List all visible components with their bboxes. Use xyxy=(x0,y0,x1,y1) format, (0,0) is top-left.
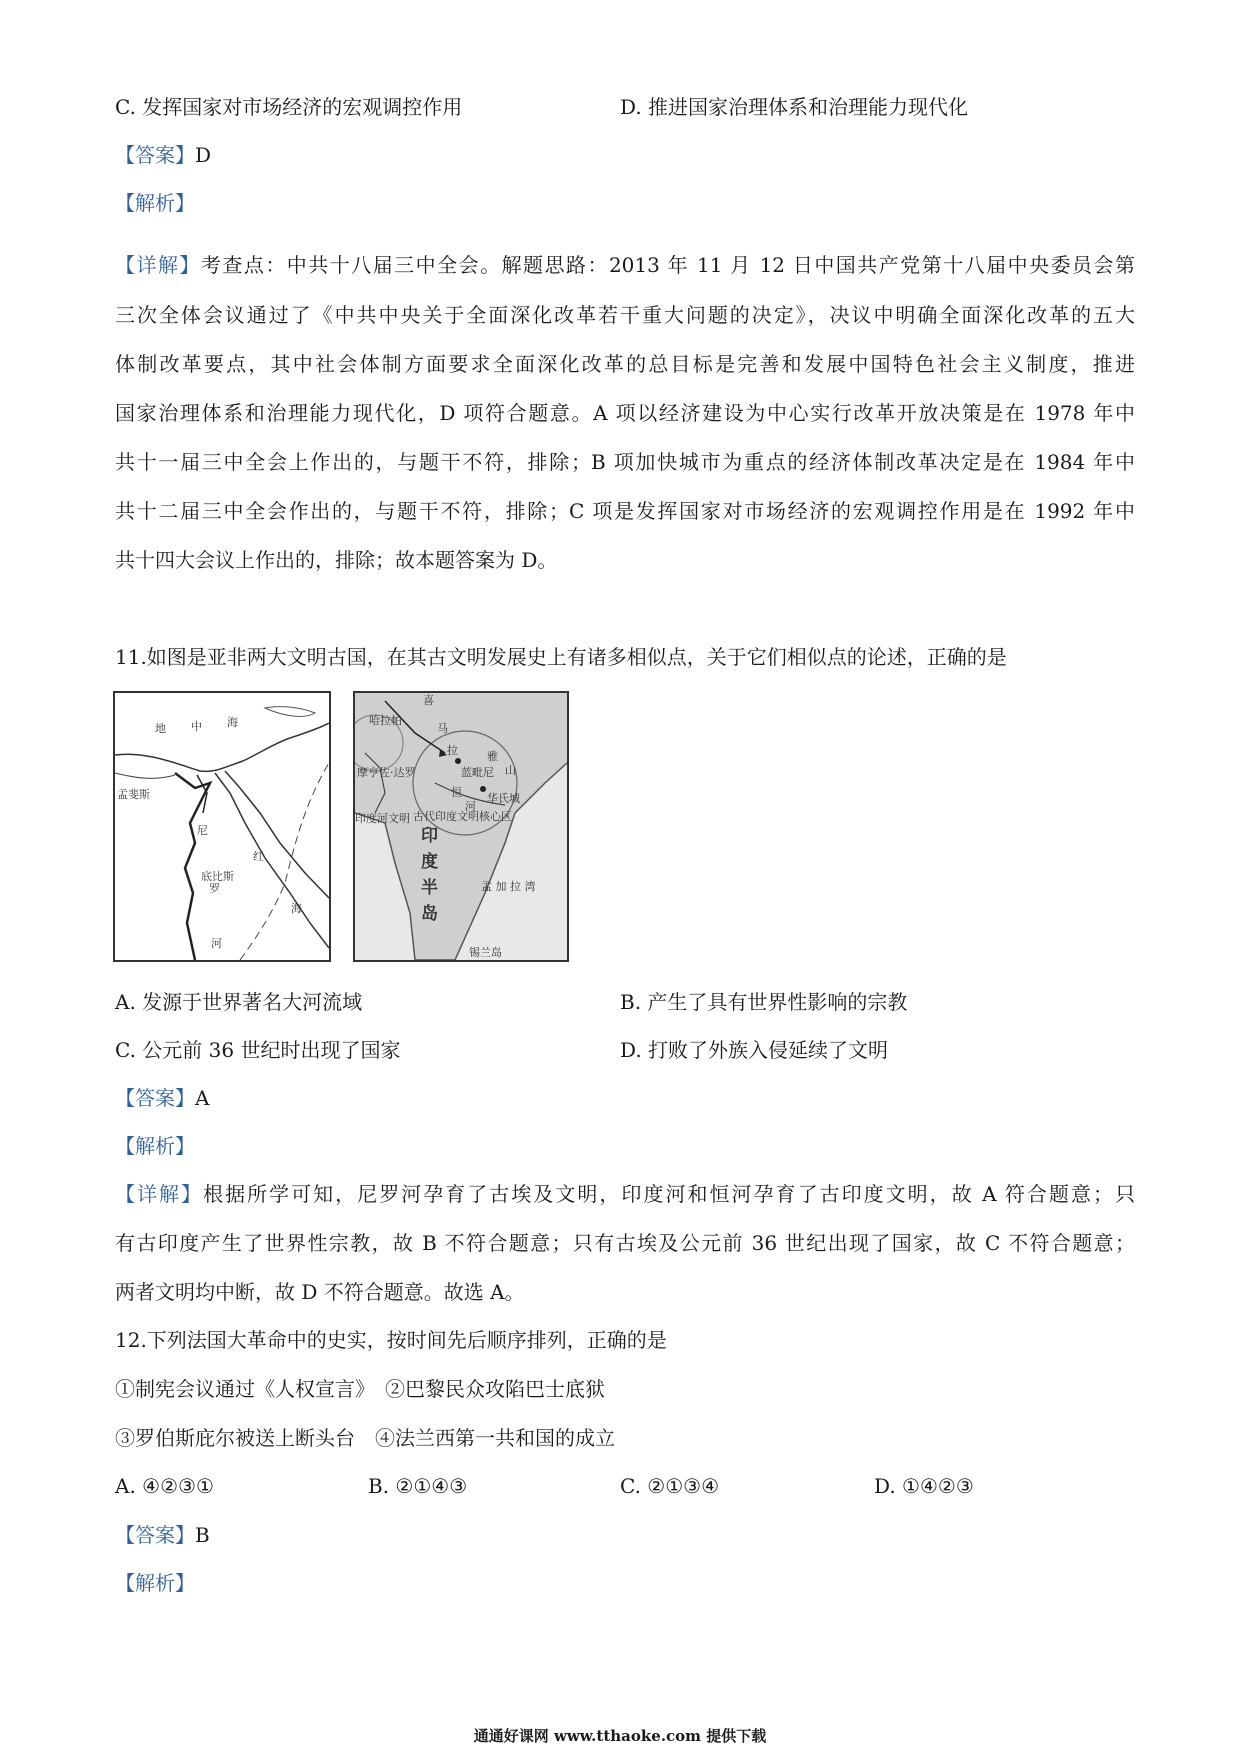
q11-detail-line-3: 两者文明均中断，故 D 不符合题意。故选 A。 xyxy=(115,1280,525,1304)
india-label-ceylon: 锡兰岛 xyxy=(469,946,502,959)
q11-analysis-label: 【解析】 xyxy=(115,1134,195,1158)
q10-detail-line-1: 【详解】考查点：中共十八届三中全会。解题思路：2013 年 11 月 12 日中国共产党第十八届中央委员会第 xyxy=(115,253,1135,277)
india-label-la: 拉 xyxy=(447,744,458,757)
egypt-label-memphis: 孟斐斯 xyxy=(117,788,150,801)
q10-detail-line-3: 体制改革要点，其中社会体制方面要求全面深化改革的总目标是完善和发展中国特色社会主义制度，推进 xyxy=(115,352,1135,376)
egypt-label-he: 河 xyxy=(211,937,222,950)
answer-label: 【答案】 xyxy=(115,143,195,167)
egypt-label-ni: 尼 xyxy=(197,824,208,837)
q12-stem: 12.下列法国大革命中的史实，按时间先后顺序排列，正确的是 xyxy=(115,1328,667,1352)
q10-option-d: D. 推进国家治理体系和治理能力现代化 xyxy=(620,95,969,119)
detail-label: 【详解】 xyxy=(115,253,201,277)
india-label-yin: 印 xyxy=(421,826,438,846)
q12-items-line-2: ③罗伯斯庇尔被送上断头台 ④法兰西第一共和国的成立 xyxy=(115,1426,615,1450)
q10-detail-line-6: 共十二届三中全会作出的，与题干不符，排除；C 项是发挥国家对市场经济的宏观调控作用是在 1992 年中 xyxy=(115,499,1135,523)
q11-detail-line-2: 有古印度产生了世界性宗教，故 B 不符合题意；只有古埃及公元前 36 世纪出现了国家，故 C 不符合题意； xyxy=(115,1231,1135,1255)
q12-option-c: C. ②①③④ xyxy=(620,1474,720,1498)
answer-value: A xyxy=(195,1086,210,1110)
india-label-ban: 半 xyxy=(421,878,438,898)
q12-analysis-label: 【解析】 xyxy=(115,1571,195,1595)
q11-answer xyxy=(115,1084,209,1112)
answer-value: D xyxy=(195,143,212,167)
egypt-label-hai2: 海 xyxy=(291,902,302,915)
q11-option-b: B. 产生了具有世界性影响的宗教 xyxy=(620,990,908,1014)
map-ancient-india xyxy=(353,691,569,962)
detail-label: 【详解】 xyxy=(115,1182,204,1206)
q11-stem: 11.如图是亚非两大文明古国，在其古文明发展史上有诸多相似点，关于它们相似点的论述，正确的是 xyxy=(115,645,1007,669)
india-label-du: 度 xyxy=(421,852,438,872)
india-label-shan: 山 xyxy=(505,764,516,777)
india-label-ma: 马 xyxy=(437,722,448,735)
q10-option-c: C. 发挥国家对市场经济的宏观调控作用 xyxy=(115,95,463,119)
egypt-map-graphic xyxy=(115,693,329,960)
india-label-he: 河 xyxy=(465,800,476,813)
egypt-label-thebes: 底比斯 xyxy=(201,870,234,883)
india-label-mohenjo-daro: 摩亨佐·达罗 xyxy=(357,766,416,779)
q10-detail-line-7: 共十四大会议上作出的，排除；故本题答案为 D。 xyxy=(115,548,558,572)
india-label-xi: 喜 xyxy=(423,694,434,707)
india-label-bay-of-bengal: 孟 加 拉 湾 xyxy=(481,880,536,893)
india-label-ya: 雅 xyxy=(487,750,498,763)
egypt-label-hai: 海 xyxy=(227,716,238,729)
q12-option-a: A. ④②③① xyxy=(115,1474,214,1498)
india-label-dao: 岛 xyxy=(421,904,438,924)
egypt-label-luo: 罗 xyxy=(209,882,220,895)
q11-option-c: C. 公元前 36 世纪时出现了国家 xyxy=(115,1038,401,1062)
q10-detail-line-4: 国家治理体系和治理能力现代化，D 项符合题意。A 项以经济建设为中心实行改革开放决策是在 1978 年中 xyxy=(115,401,1135,425)
q10-analysis-label: 【解析】 xyxy=(115,191,195,215)
page-footer: 通通好课网 www.tthaoke.com 提供下载 xyxy=(473,1727,767,1745)
q10-detail-line-2: 三次全体会议通过了《中共中央关于全面深化改革若干重大问题的决定》，决议中明确全面深化改革的五大 xyxy=(115,303,1135,327)
q11-detail-line-1: 【详解】根据所学可知，尼罗河孕育了古埃及文明，印度河和恒河孕育了古印度文明，故 A 符合题意；只 xyxy=(115,1182,1135,1206)
india-label-core-region: 古代印度文明核心区 xyxy=(413,810,512,823)
answer-value: B xyxy=(195,1523,210,1547)
map-ancient-egypt xyxy=(113,691,331,962)
q10-detail-line-5: 共十一届三中全会上作出的，与题干不符，排除；B 项加快城市为重点的经济体制改革决定是在 1984 年中 xyxy=(115,450,1135,474)
q12-option-b: B. ②①④③ xyxy=(368,1474,468,1498)
answer-label: 【答案】 xyxy=(115,1523,195,1547)
q11-option-a: A. 发源于世界著名大河流域 xyxy=(115,990,363,1014)
india-label-pataliputra: 华氏城 xyxy=(487,792,520,805)
india-label-harappa: 哈拉帕 xyxy=(369,714,402,727)
q12-items-line-1: ①制宪会议通过《人权宣言》 ②巴黎民众攻陷巴士底狱 xyxy=(115,1377,605,1401)
q12-answer xyxy=(115,1521,210,1549)
india-label-heng: 恒 xyxy=(451,786,462,799)
india-map-graphic xyxy=(355,693,567,960)
answer-label: 【答案】 xyxy=(115,1086,195,1110)
india-label-lumbini: 蓝毗尼 xyxy=(461,766,494,779)
india-label-indus-civilization: 印度河文明 xyxy=(355,812,410,825)
egypt-label-hong: 红 xyxy=(253,850,264,863)
q10-answer xyxy=(115,141,211,169)
egypt-label-di: 地 xyxy=(155,722,166,735)
q11-option-d: D. 打败了外族入侵延续了文明 xyxy=(620,1038,889,1062)
egypt-label-zhong: 中 xyxy=(191,720,202,733)
q12-option-d: D. ①④②③ xyxy=(874,1474,974,1498)
